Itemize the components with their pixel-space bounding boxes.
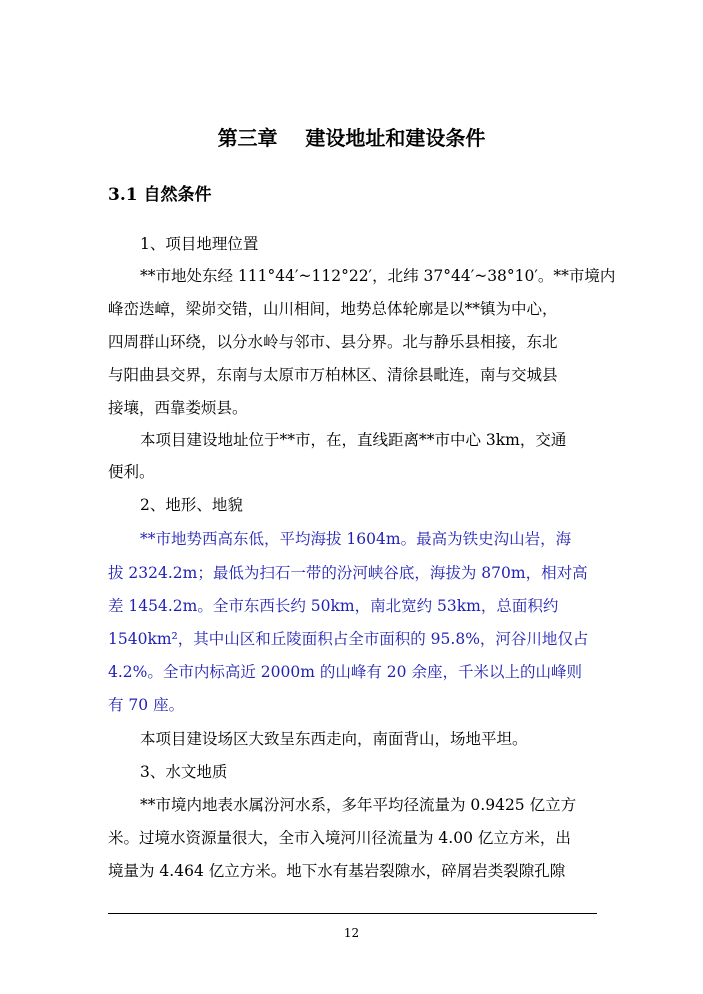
paragraph-line: 便利。 [108,463,155,481]
subsection-heading: 3、水文地质 [140,763,228,781]
paragraph-line: 本项目建设地址位于**市，在，直线距离**市中心 3km，交通 [140,431,567,449]
paragraph-line: 拔 2324.2m；最低为扫石一带的汾河峡谷底，海拔为 870m，相对高 [108,564,588,582]
paragraph-line: **市地处东经 111°44′~112°22′，北纬 37°44′~38°10′。**市境内 [140,267,616,285]
paragraph-line: 境量为 4.464 亿立方米。地下水有基岩裂隙水，碎屑岩类裂隙孔隙 [108,862,566,880]
paragraph-line: 与阳曲县交界，东南与太原市万柏林区、清徐县毗连，南与交城县 [108,366,558,384]
page-number: 12 [343,926,360,940]
paragraph-line: 本项目建设场区大致呈东西走向，南面背山，场地平坦。 [140,730,528,748]
paragraph-line: 四周群山环绕，以分水岭与邻市、县分界。北与静乐县相接，东北 [108,333,558,351]
paragraph-line: 米。过境水资源量很大，全市入境河川径流量为 4.00 亿立方米，出 [108,829,571,847]
chapter-title: 第三章 建设地址和建设条件 [217,126,486,150]
footer-rule [108,913,597,914]
paragraph-line: **市境内地表水属汾河水系，多年平均径流量为 0.9425 亿立方 [140,796,577,814]
paragraph-line: **市地势西高东低，平均海拔 1604m。最高为铁史沟山岩，海 [140,530,572,548]
paragraph-line: 有 70 座。 [108,696,185,714]
paragraph-line: 峰峦迭嶂，梁峁交错，山川相间，地势总体轮廓是以**镇为中心， [108,300,558,318]
paragraph-line: 差 1454.2m。全市东西长约 50km，南北宽约 53km，总面积约 [108,597,559,615]
section-title: 3.1 自然条件 [108,185,212,205]
paragraph-line: 4.2%。全市内标高近 2000m 的山峰有 20 余座，千米以上的山峰则 [108,663,582,681]
subsection-heading: 2、地形、地貌 [140,496,243,514]
paragraph-line: 接壤，西靠娄烦县。 [108,399,248,417]
paragraph-line: 1540km²，其中山区和丘陵面积占全市面积的 95.8%，河谷川地仅占 [108,630,589,648]
subsection-heading: 1、项目地理位置 [140,235,259,253]
